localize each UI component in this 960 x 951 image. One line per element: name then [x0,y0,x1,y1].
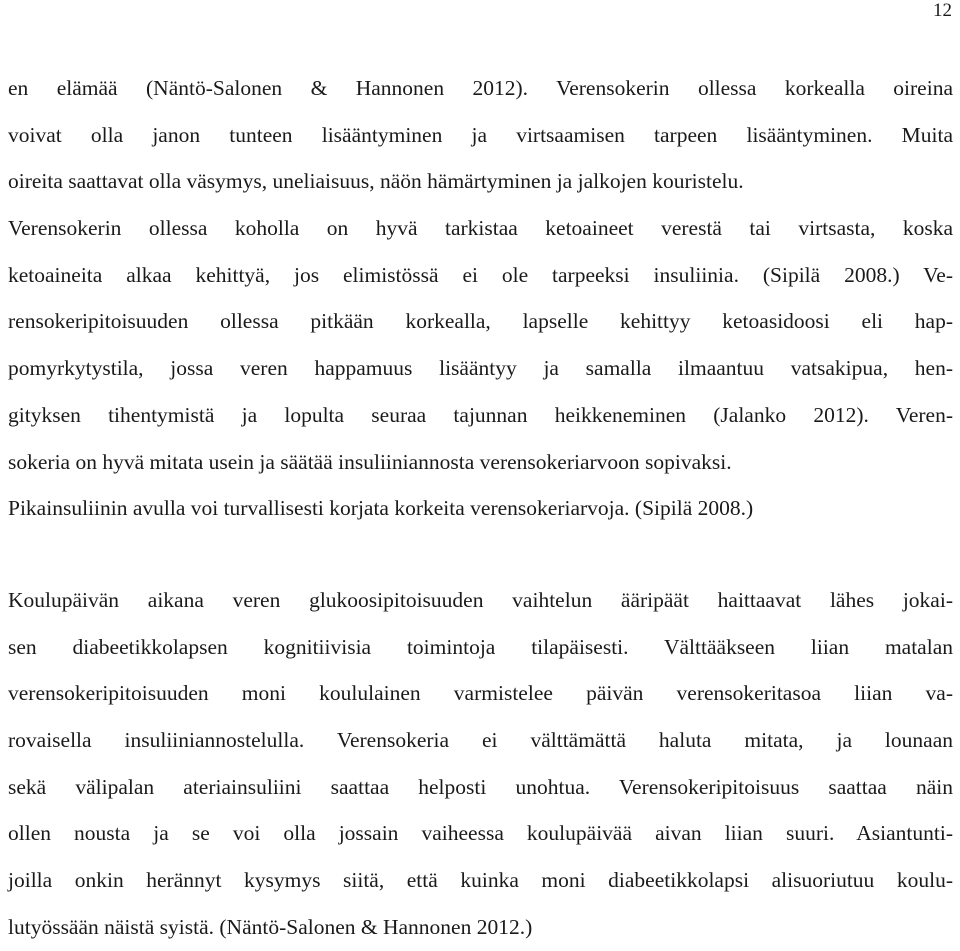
text-line: lutyössään näistä syistä. (Näntö-Salonen & Hannonen 2012.) [8,914,533,939]
text-line: pomyrkytystila, jossa veren happamuus lisääntyy ja samalla ilmaantuu vatsakipua, hen- [8,356,953,381]
text-line: ketoaineita alkaa kehittyä, jos elimistössä ei ole tarpeeksi insuliinia. (Sipilä 2008.) Ve- [8,262,953,287]
text-line: Pikainsuliinin avulla voi turvallisesti korjata korkeita verensokeriarvoja. (Sipilä 2008.) [8,496,754,521]
page-number: 12 [933,0,952,21]
text-line: Koulupäivän aikana veren glukoosipitoisuuden vaihtelun ääripäät haittaavat lähes jokai- [8,588,953,612]
text-line: rensokeripitoisuuden ollessa pitkään korkealla, lapselle kehittyy ketoasidoosi eli hap- [8,309,953,334]
body-paragraph-2 [8,577,953,951]
text-line: gityksen tihentymistä ja lopulta seuraa tajunnan heikkeneminen (Jalanko 2012). Veren- [8,402,953,427]
text-line: en elämää (Näntö-Salonen & Hannonen 2012). Verensokerin ollessa korkealla oireina [8,76,953,100]
text-line: voivat olla janon tunteen lisääntyminen ja virtsaamisen tarpeen lisääntyminen. Muita [8,122,953,147]
body-paragraph-1 [8,65,953,532]
text-line: verensokeripitoisuuden moni koululainen varmistelee päivän verensokeritasoa liian va- [8,681,953,706]
text-line: sekä välipalan ateriainsuliini saattaa helposti unohtua. Verensokeripitoisuus saattaa näin [8,774,953,799]
text-line: sokeria on hyvä mitata usein ja säätää insuliiniannosta verensokeriarvoon sopivaksi. [8,449,732,474]
text-line: Verensokerin ollessa koholla on hyvä tarkistaa ketoaineet verestä tai virtsasta, koska [8,216,953,241]
text-line: oireita saattavat olla väsymys, uneliaisuus, näön hämärtyminen ja jalkojen kouristelu. [8,169,744,194]
text-line: joilla onkin herännyt kysymys siitä, että kuinka moni diabeetikkolapsi alisuoriutuu koulu- [8,868,953,893]
text-line: sen diabeetikkolapsen kognitiivisia toimintoja tilapäisesti. Välttääkseen liian matalan [8,634,953,659]
text-line: rovaisella insuliiniannostelulla. Verensokeria ei välttämättä haluta mitata, ja lounaan [8,728,953,753]
text-line: ollen nousta ja se voi olla jossain vaiheessa koulupäivää aivan liian suuri. Asiantunti- [8,821,953,846]
